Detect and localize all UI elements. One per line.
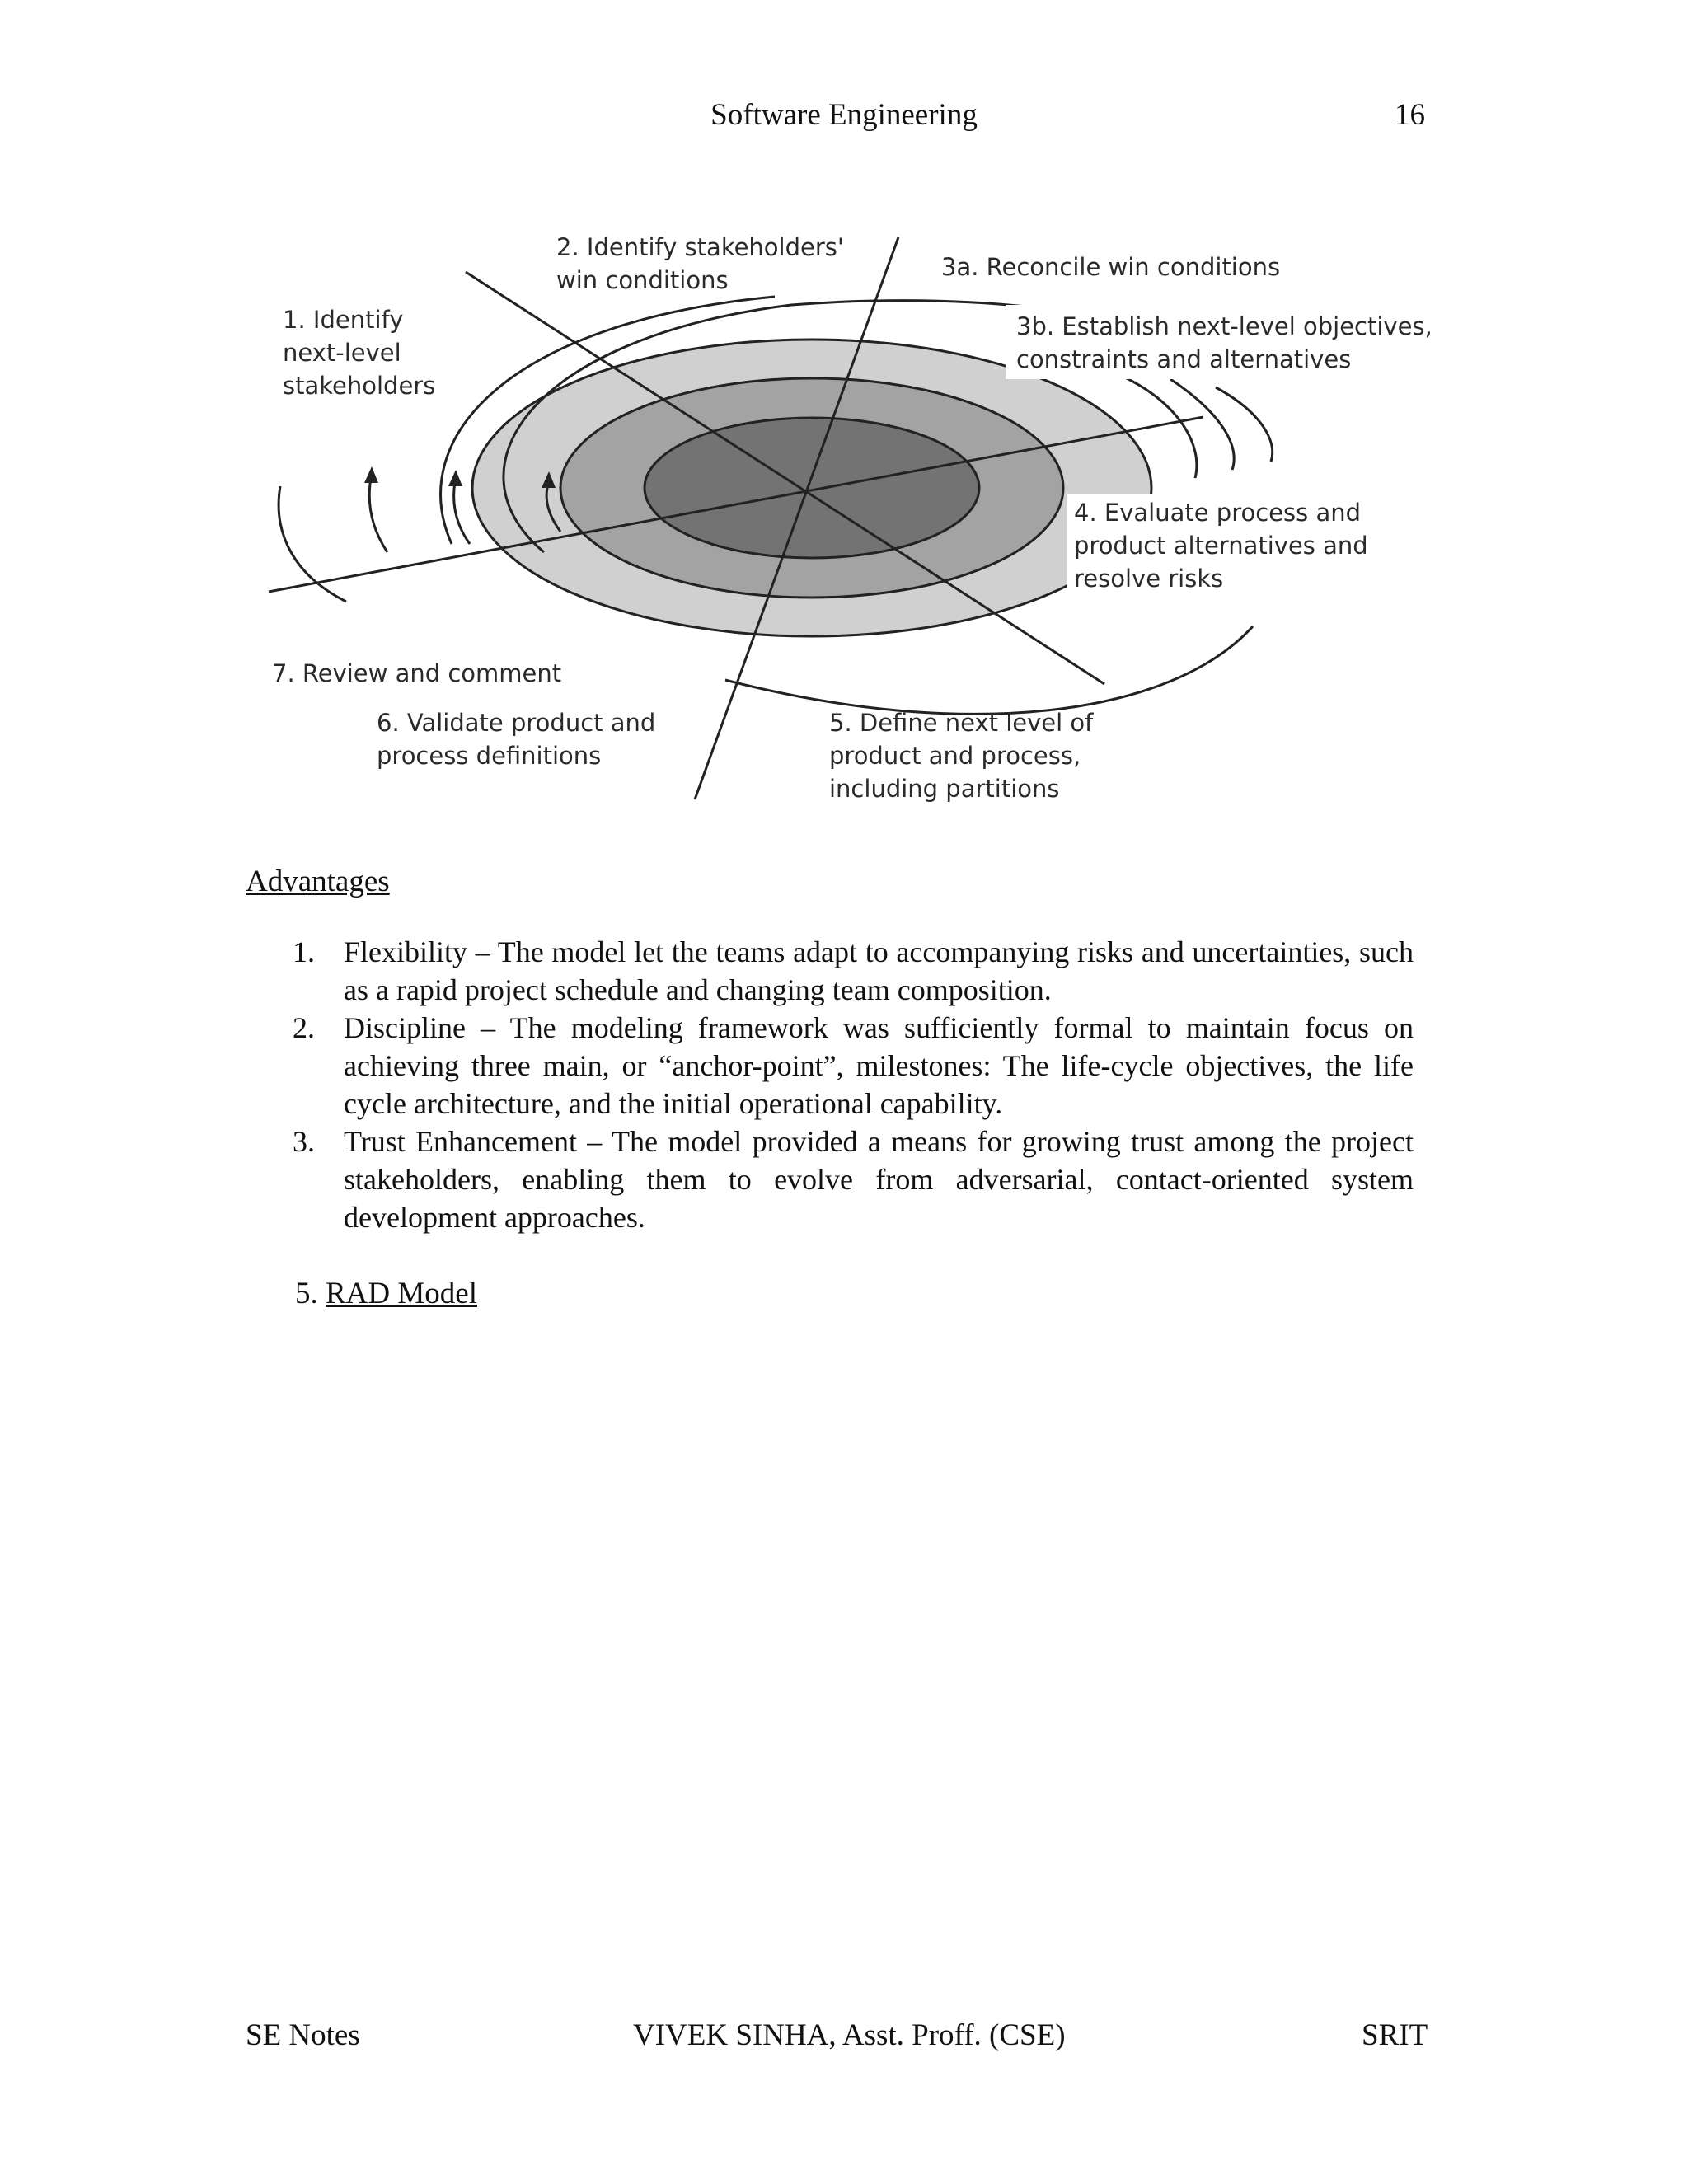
arrow-up-1 — [369, 478, 387, 552]
arrow-up-1-head — [364, 466, 378, 483]
footer-author: VIVEK SINHA, Asst. Proff. (CSE) — [633, 2018, 1066, 2052]
list-number: 3. — [293, 1125, 315, 1158]
spiral-arc-bottom-right — [725, 626, 1253, 714]
diagram-label-step4: 4. Evaluate process and product alternatives and resolve risks — [1074, 499, 1368, 593]
diagram-label-step7: 7. Review and comment — [272, 659, 562, 687]
next-section-title: RAD Model — [326, 1277, 477, 1310]
diagram-label-step1: 1. Identify next-level stakeholders — [283, 306, 436, 400]
win-win-spiral-diagram — [264, 223, 1442, 832]
advantage-text: Flexibility – The model let the teams adapt to accompanying risks and uncertainties, such as a rapid project schedule and changing team composition. — [344, 935, 1414, 1006]
advantage-item-trust-enhancement — [293, 1122, 1414, 1236]
ellipse-ring-inner — [645, 418, 979, 558]
advantage-item-discipline — [293, 1009, 1414, 1122]
advantage-text: Trust Enhancement – The model provided a means for growing trust among the project stakeholders, enabling them to evolve from adversarial, contact-oriented system development approaches. — [344, 1125, 1414, 1234]
next-section-number: 5. — [295, 1277, 318, 1310]
diagram-label-step2: 2. Identify stakeholders' win conditions — [556, 233, 844, 294]
footer-left: SE Notes — [246, 2018, 360, 2052]
advantage-item-flexibility — [293, 933, 1414, 1009]
page-number: 16 — [1395, 98, 1425, 132]
advantages-heading: Advantages — [246, 865, 390, 898]
list-number: 1. — [293, 935, 315, 968]
next-section-heading — [295, 1276, 477, 1311]
footer-right: SRIT — [1362, 2018, 1428, 2052]
diagram-label-step6: 6. Validate product and process definitions — [377, 709, 656, 770]
spiral-arc-right-3 — [1216, 387, 1273, 462]
arrow-up-2 — [454, 482, 470, 544]
diagram-label-step5: 5. Define next level of product and process, including partitions — [829, 709, 1094, 803]
diagram-label-step3b: 3b. Establish next-level objectives, constraints and alternatives — [1016, 312, 1432, 373]
advantages-list — [293, 933, 1414, 1236]
arrow-up-2-head — [448, 470, 462, 486]
list-number: 2. — [293, 1011, 315, 1044]
diagram-label-step3a: 3a. Reconcile win conditions — [941, 253, 1281, 281]
page-header-title: Software Engineering — [710, 98, 978, 132]
advantage-text: Discipline – The modeling framework was sufficiently formal to maintain focus on achieving three main, or “anchor-point”, milestones: The life-cycle objectives, the life cycle architecture, and the initial operational capability. — [344, 1011, 1414, 1120]
